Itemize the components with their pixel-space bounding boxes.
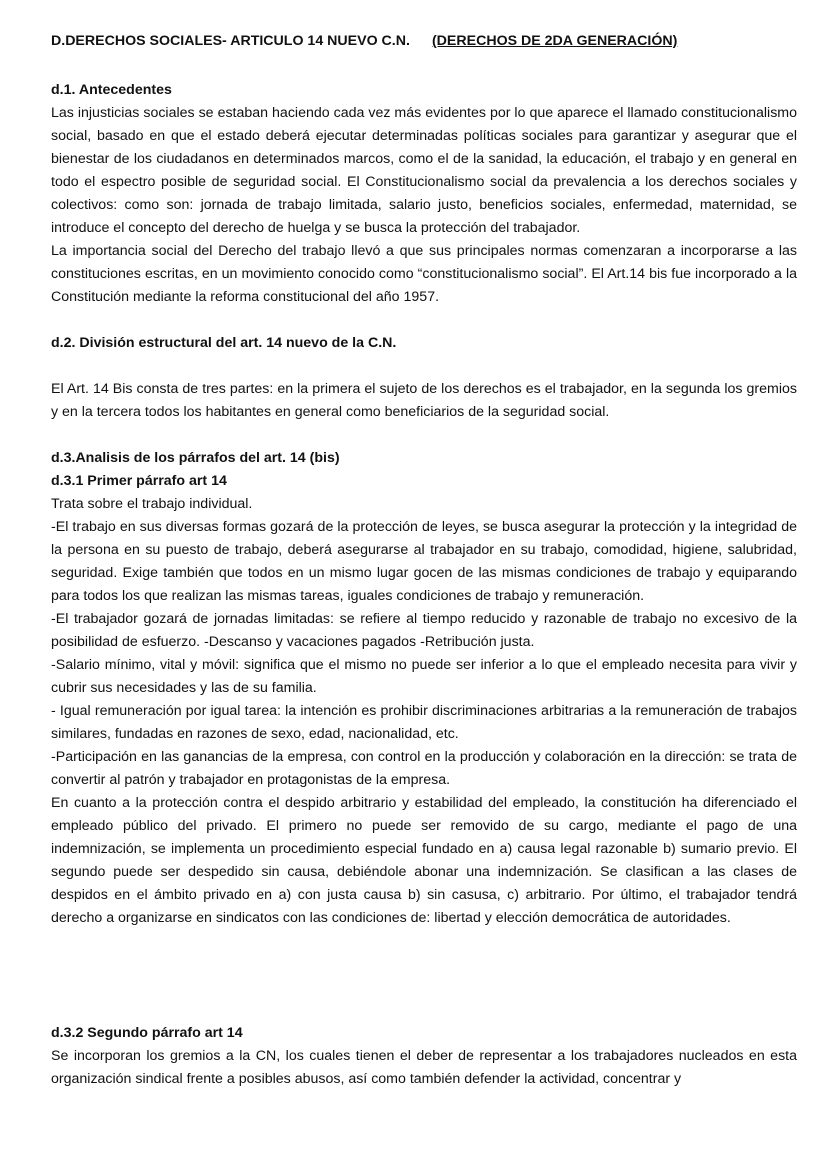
section-heading-division: d.2. División estructural del art. 14 nuevo de la C.N.: [51, 335, 397, 351]
paragraph: El Art. 14 Bis consta de tres partes: en la primera el sujeto de los derechos es el trabajador, en la segunda los gremios y en la tercera todos los habitantes en general como beneficiarios de la seguridad social.: [51, 381, 797, 420]
document-title-generation: (DERECHOS DE 2DA GENERACIÓN): [431, 33, 678, 49]
spacer: [51, 309, 797, 332]
paragraph: Trata sobre el trabajo individual.: [51, 496, 253, 512]
paragraph: Se incorporan los gremios a la CN, los cuales tienen el deber de representar a los trabajadores nucleados en esta organización sindical frente a posibles abusos, así como también defender la actividad, concentrar y: [51, 1048, 797, 1087]
spacer: [51, 930, 797, 1022]
spacer: [51, 424, 797, 447]
paragraph: En cuanto a la protección contra el despido arbitrario y estabilidad del empleado, la constitución ha diferenciado el empleado público del privado. El primero no puede ser removido de su cargo, mediante el pago de una indemnización, se implementa un procedimiento especial fundado en a) causa legal razonable b) sumario previo. El segundo puede ser despedido sin causa, debiéndole abonar una indemnización. Se clasifican a las clases de despidos en el ámbito privado en a) con justa causa b) sin casusa, c) arbitrario. Por último, el trabajador tendrá derecho a organizarse en sindicatos con las condiciones de: libertad y elección democrática de autoridades.: [51, 795, 797, 926]
spacer: [51, 355, 797, 378]
paragraph: -El trabajador gozará de jornadas limitadas: se refiere al tiempo reducido y razonable de trabajo no excesivo de la posibilidad de esfuerzo. -Descanso y vacaciones pagados -Retribución justa.: [51, 611, 797, 650]
paragraph: -Participación en las ganancias de la empresa, con control en la producción y colaboración en la dirección: se trata de convertir al patrón y trabajador en protagonistas de la empresa.: [51, 749, 797, 788]
document-title-line: [51, 31, 797, 51]
paragraph: La importancia social del Derecho del trabajo llevó a que sus principales normas comenzaran a incorporarse a las constituciones escritas, en un movimiento conocido como “constitucionalismo social”. El Art.14 bis fue incorporado a la Constitución mediante la reforma constitucional del año 1957.: [51, 243, 797, 305]
paragraph: - Igual remuneración por igual tarea: la intención es prohibir discriminaciones arbitrarias a la remuneración de trabajos similares, fundadas en razones de sexo, edad, nacionalidad, etc.: [51, 703, 797, 742]
subsection-heading-primer-parrafo: d.3.1 Primer párrafo art 14: [51, 473, 227, 489]
paragraph: -Salario mínimo, vital y móvil: significa que el mismo no puede ser inferior a lo que el empleado necesita para vivir y cubrir sus necesidades y las de su familia.: [51, 657, 797, 696]
subsection-heading-segundo-parrafo: d.3.2 Segundo párrafo art 14: [51, 1025, 243, 1041]
paragraph: -El trabajo en sus diversas formas gozará de la protección de leyes, se busca asegurar la protección y la integridad de la persona en su puesto de trabajo, deberá asegurarse al trabajador en su trabajo, comodidad, higiene, salubridad, seguridad. Exige también que todos en un mismo lugar gocen de las mismas condiciones de trabajo y equiparando para todos los que realizan las mismas tareas, iguales condiciones de trabajo y remuneración.: [51, 519, 797, 604]
document-title: D.DERECHOS SOCIALES- ARTICULO 14 NUEVO C.N.: [51, 33, 410, 49]
paragraph: Las injusticias sociales se estaban haciendo cada vez más evidentes por lo que aparece el llamado constitucionalismo social, basado en que el estado deberá ejecutar determinadas políticas sociales para garantizar y asegurar que el bienestar de los ciudadanos en determinados marcos, como el de la sanidad, la educación, el trabajo y en general en todo el espectro posible de seguridad social. El Constitucionalismo social da prevalencia a los derechos sociales y colectivos: como son: jornada de trabajo limitada, salario justo, beneficios sociales, enfermedad, maternidad, se introduce el concepto del derecho de huelga y se busca la protección del trabajador.: [51, 105, 797, 236]
section-heading-analisis: d.3.Analisis de los párrafos del art. 14 (bis): [51, 450, 340, 466]
section-heading-antecedentes: d.1. Antecedentes: [51, 82, 172, 98]
